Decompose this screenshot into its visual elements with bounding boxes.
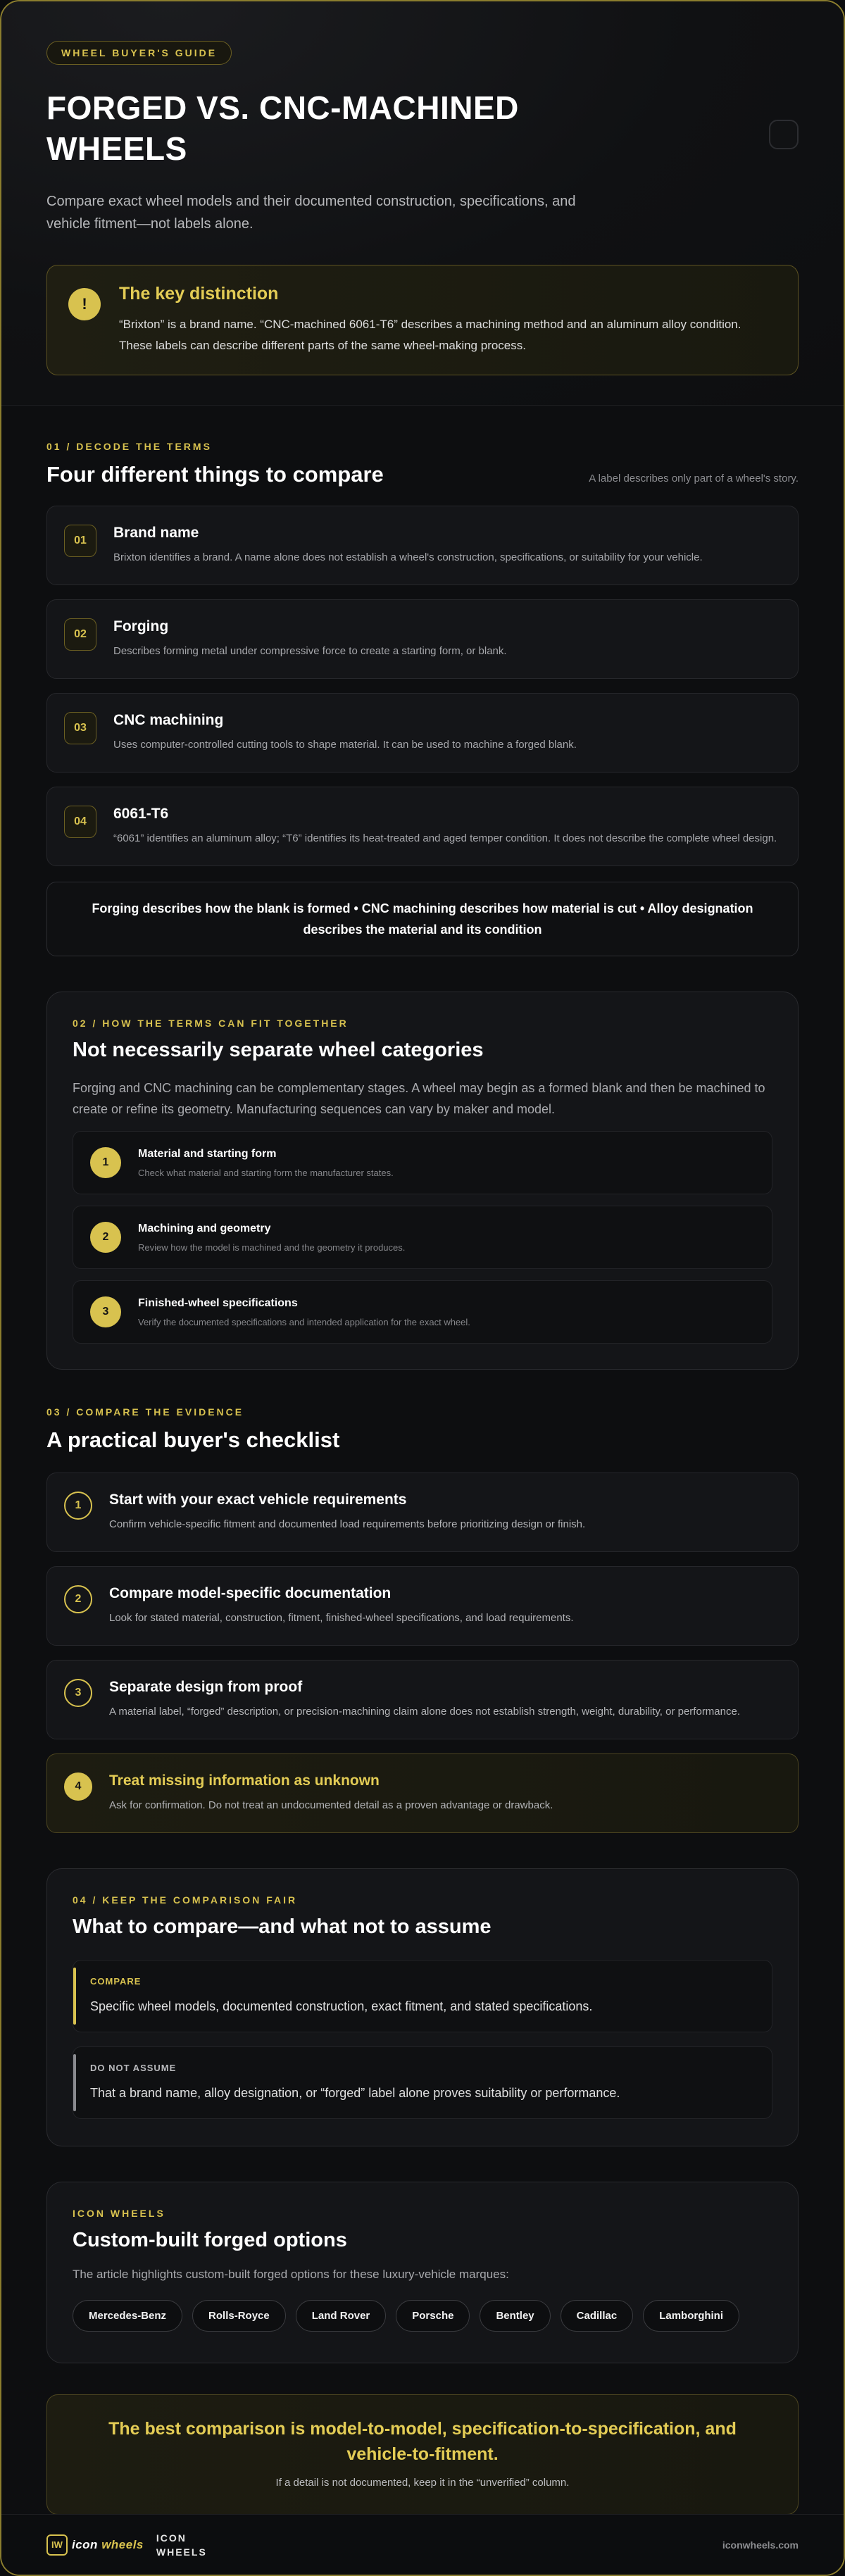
checklist-item-highlight [46,1753,799,1833]
section-title: A practical buyer's checklist [46,1427,340,1452]
checklist-title: Separate design from proof [109,1679,303,1695]
fit-together-panel [46,992,799,1370]
term-card-brand-name [46,506,799,585]
checklist-description: Ask for confirmation. Do not treat an undocumented detail as a proven advantage or drawback. [109,1799,553,1811]
marque-chip-lamborghini[interactable]: Lamborghini [643,2300,739,2332]
term-number: 02 [64,618,96,651]
do-not-assume-label: DO NOT ASSUME [90,2063,177,2073]
footer-brand-name: ICON WHEELS [156,2532,207,2558]
logo-wordmark: icon wheels [72,2537,144,2551]
term-number: 04 [64,806,96,838]
checklist-title: Treat missing information as unknown [109,1772,380,1789]
step-card [73,1280,772,1344]
term-card-6061-t6 [46,787,799,866]
section-eyebrow: 03 / COMPARE THE EVIDENCE [46,1406,244,1418]
closing-subtitle: If a detail is not documented, keep it in the “unverified” column. [275,2477,570,2489]
term-card-forging [46,599,799,679]
checklist-number: 3 [64,1679,92,1707]
marque-chip-land-rover[interactable]: Land Rover [296,2300,387,2332]
section-title: Four different things to compare [46,462,384,487]
step-description: Check what material and starting form the manufacturer states. [138,1167,394,1178]
step-card [73,1206,772,1269]
key-distinction-callout [46,265,799,375]
wheel-logo-icon: IW [46,2534,68,2556]
section-eyebrow: 02 / HOW THE TERMS CAN FIT TOGETHER [73,1018,349,1029]
footer-url-link[interactable]: iconwheels.com [722,2539,799,2551]
checklist-number: 4 [64,1772,92,1801]
step-number: 3 [90,1296,121,1327]
step-description: Review how the model is machined and the geometry it produces. [138,1242,406,1253]
marque-chip-cadillac[interactable]: Cadillac [561,2300,634,2332]
page-subtitle: Compare exact wheel models and their documented construction, specifications, and vehicle fitment—not labels alone. [46,194,576,232]
checklist-item [46,1473,799,1552]
term-number: 01 [64,525,96,557]
term-description: Brixton identifies a brand. A name alone does not establish a wheel's construction, specifications, or suitability for your vehicle. [113,551,703,563]
checklist-title: Compare model-specific documentation [109,1585,392,1601]
step-card [73,1131,772,1194]
term-title: CNC machining [113,712,224,728]
step-description: Verify the documented specifications and intended application for the exact wheel. [138,1316,470,1327]
section-title: What to compare—and what not to assume [73,1915,492,1938]
step-title: Machining and geometry [138,1222,271,1234]
checklist-item [46,1660,799,1739]
marque-chip-porsche[interactable]: Porsche [396,2300,470,2332]
do-not-assume-text: That a brand name, alloy designation, or “forged” label alone proves suitability or performance. [90,2086,620,2100]
compare-card [73,1960,772,2032]
section-eyebrow: ICON WHEELS [73,2208,165,2219]
checklist-item [46,1566,799,1646]
comparison-fair-panel [46,1868,799,2146]
step-number: 1 [90,1147,121,1178]
section-lead: Forging and CNC machining can be complementary stages. A wheel may begin as a formed blank and then be machined to create or refine its geometry. Manufacturing sequences can vary by maker and model. [73,1081,765,1116]
corner-square-icon [769,120,799,149]
page-title: FORGED VS. CNC-MACHINED WHEELS [46,89,519,167]
step-title: Finished-wheel specifications [138,1296,298,1309]
checklist-number: 2 [64,1585,92,1613]
compare-label: COMPARE [90,1976,142,1987]
section-eyebrow: 01 / DECODE THE TERMS [46,441,212,452]
key-distinction-text: “Brixton” is a brand name. “CNC-machined 6061-T6” describes a machining method and an aluminum alloy condition. These labels can describe different parts of the same wheel-making process. [119,318,741,352]
step-title: Material and starting form [138,1147,277,1160]
do-not-assume-card [73,2046,772,2119]
compare-text: Specific wheel models, documented construction, exact fitment, and stated specifications. [90,1999,593,2013]
checklist-number: 1 [64,1492,92,1520]
footer [1,2514,844,2575]
key-distinction-title: The key distinction [119,284,279,304]
checklist-description: A material label, “forged” description, or precision-machining claim alone does not establish strength, weight, durability, or performance. [109,1706,741,1718]
term-title: Brand name [113,525,199,541]
marque-chip-rolls-royce[interactable]: Rolls-Royce [192,2300,286,2332]
closing-title: The best comparison is model-to-model, specification-to-specification, and vehicle-to-fitment. [108,2419,737,2464]
section-title: Not necessarily separate wheel categories [73,1039,484,1061]
decode-section [1,406,844,956]
term-title: 6061-T6 [113,806,169,822]
section-note: A label describes only part of a wheel's story. [589,473,799,484]
term-title: Forging [113,618,169,634]
marque-chip-list [73,2300,772,2332]
section-eyebrow: 04 / KEEP THE COMPARISON FAIR [73,1894,298,1906]
hero [1,1,844,406]
section-title: Custom-built forged options [73,2229,347,2251]
section-lead: The article highlights custom-built forged options for these luxury-vehicle marques: [73,2268,509,2281]
icon-wheels-logo[interactable] [46,2534,144,2556]
term-description: Uses computer-controlled cutting tools to shape material. It can be used to machine a forged blank. [113,739,577,751]
icon-wheels-panel [46,2182,799,2363]
term-number: 03 [64,712,96,744]
checklist-section [1,1370,844,1833]
closing-callout [46,2394,799,2515]
term-card-cnc-machining [46,693,799,773]
guide-pill: WHEEL BUYER'S GUIDE [46,41,232,65]
checklist-title: Start with your exact vehicle requirements [109,1492,407,1508]
terms-summary: Forging describes how the blank is formed • CNC machining describes how material is cut • Alloy designation describes the material and its condition [46,882,799,956]
alert-icon: ! [68,288,101,320]
term-list [46,506,799,866]
marque-chip-mercedes-benz[interactable]: Mercedes-Benz [73,2300,182,2332]
term-description: “6061” identifies an aluminum alloy; “T6” identifies its heat-treated and aged temper condition. It does not describe the complete wheel design. [113,832,777,844]
step-number: 2 [90,1222,121,1253]
marque-chip-bentley[interactable]: Bentley [480,2300,550,2332]
checklist-description: Look for stated material, construction, fitment, finished-wheel specifications, and load requirements. [109,1612,574,1624]
checklist-description: Confirm vehicle-specific fitment and documented load requirements before prioritizing design or finish. [109,1518,586,1530]
term-description: Describes forming metal under compressive force to create a starting form, or blank. [113,645,507,657]
